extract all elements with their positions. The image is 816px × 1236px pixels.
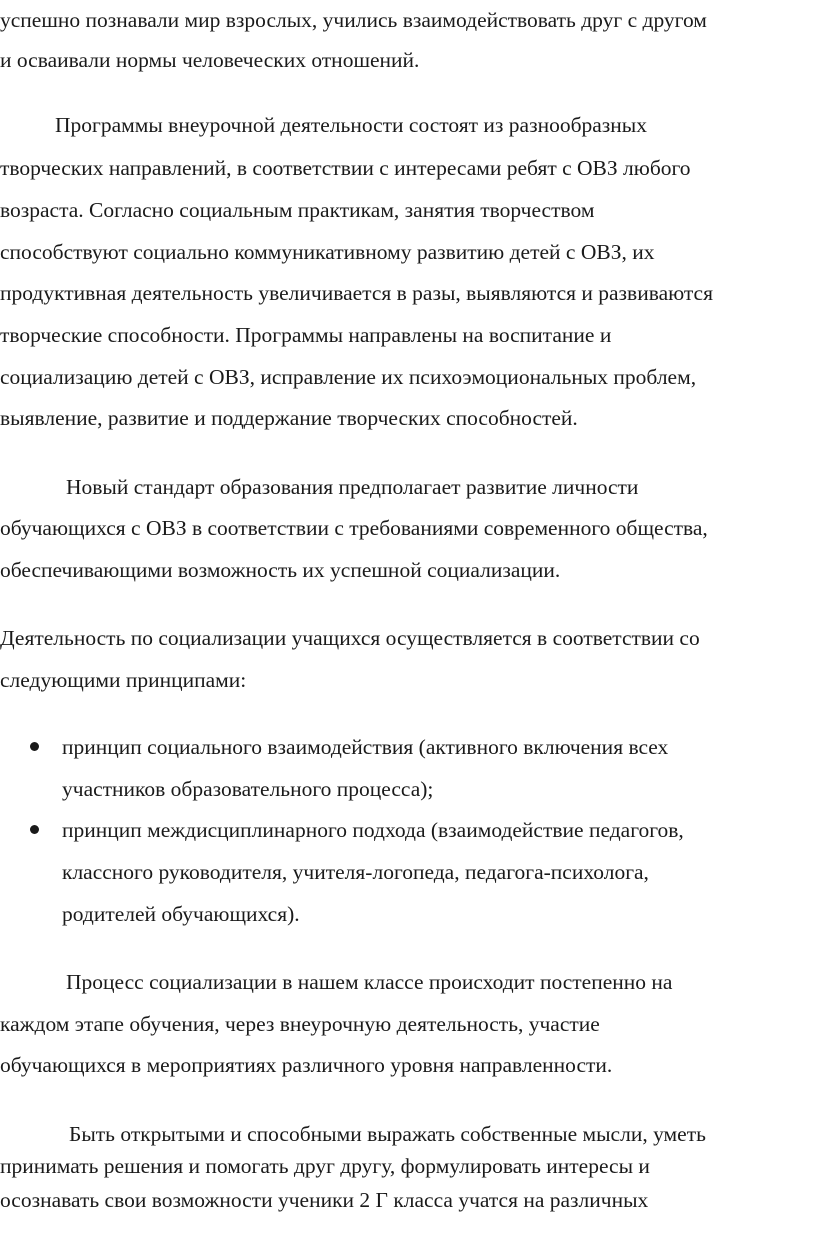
text-line: продуктивная деятельность увеличивается в разы, выявляются и развиваются: [0, 281, 713, 305]
text-line: творческие способности. Программы направлены на воспитание и: [0, 323, 612, 347]
text-line: способствуют социально коммуникативному развитию детей с ОВЗ, их: [0, 240, 655, 264]
text-line: осознавать свои возможности ученики 2 Г класса учатся на различных: [0, 1188, 649, 1212]
text-line: выявление, развитие и поддержание творческих способностей.: [0, 406, 578, 430]
text-line: творческих направлений, в соответствии с интересами ребят с ОВЗ любого: [0, 156, 691, 180]
text-line: обеспечивающими возможность их успешной социализации.: [0, 558, 561, 582]
text-line: участников образовательного процесса);: [62, 777, 434, 801]
bullet-icon: [30, 742, 39, 751]
text-line: принимать решения и помогать друг другу, формулировать интересы и: [0, 1154, 650, 1178]
text-line: каждом этапе обучения, через внеурочную деятельность, участие: [0, 1012, 600, 1036]
text-line: обучающихся в мероприятиях различного уровня направленности.: [0, 1053, 613, 1077]
text-line: следующими принципами:: [0, 668, 247, 692]
text-line: и осваивали нормы человеческих отношений.: [0, 48, 420, 72]
text-line: Новый стандарт образования предполагает развитие личности: [66, 475, 639, 499]
text-line: классного руководителя, учителя-логопеда, педагога-психолога,: [62, 860, 649, 884]
bullet-icon: [30, 825, 39, 834]
text-line: принцип междисциплинарного подхода (взаимодействие педагогов,: [62, 818, 684, 842]
text-line: Быть открытыми и способными выражать собственные мысли, уметь: [69, 1122, 706, 1146]
text-line: родителей обучающихся).: [62, 902, 300, 926]
text-line: возраста. Согласно социальным практикам, занятия творчеством: [0, 198, 595, 222]
text-line: социализацию детей с ОВЗ, исправление их психоэмоциональных проблем,: [0, 365, 697, 389]
text-line: Программы внеурочной деятельности состоят из разнообразных: [55, 113, 648, 137]
text-line: принцип социального взаимодействия (активного включения всех: [62, 735, 669, 759]
text-line: Деятельность по социализации учащихся осуществляется в соответствии со: [0, 626, 700, 650]
text-line: успешно познавали мир взрослых, учились взаимодействовать друг с другом: [0, 8, 707, 32]
text-line: Процесс социализации в нашем классе происходит постепенно на: [66, 970, 673, 994]
text-line: обучающихся с ОВЗ в соответствии с требованиями современного общества,: [0, 516, 708, 540]
